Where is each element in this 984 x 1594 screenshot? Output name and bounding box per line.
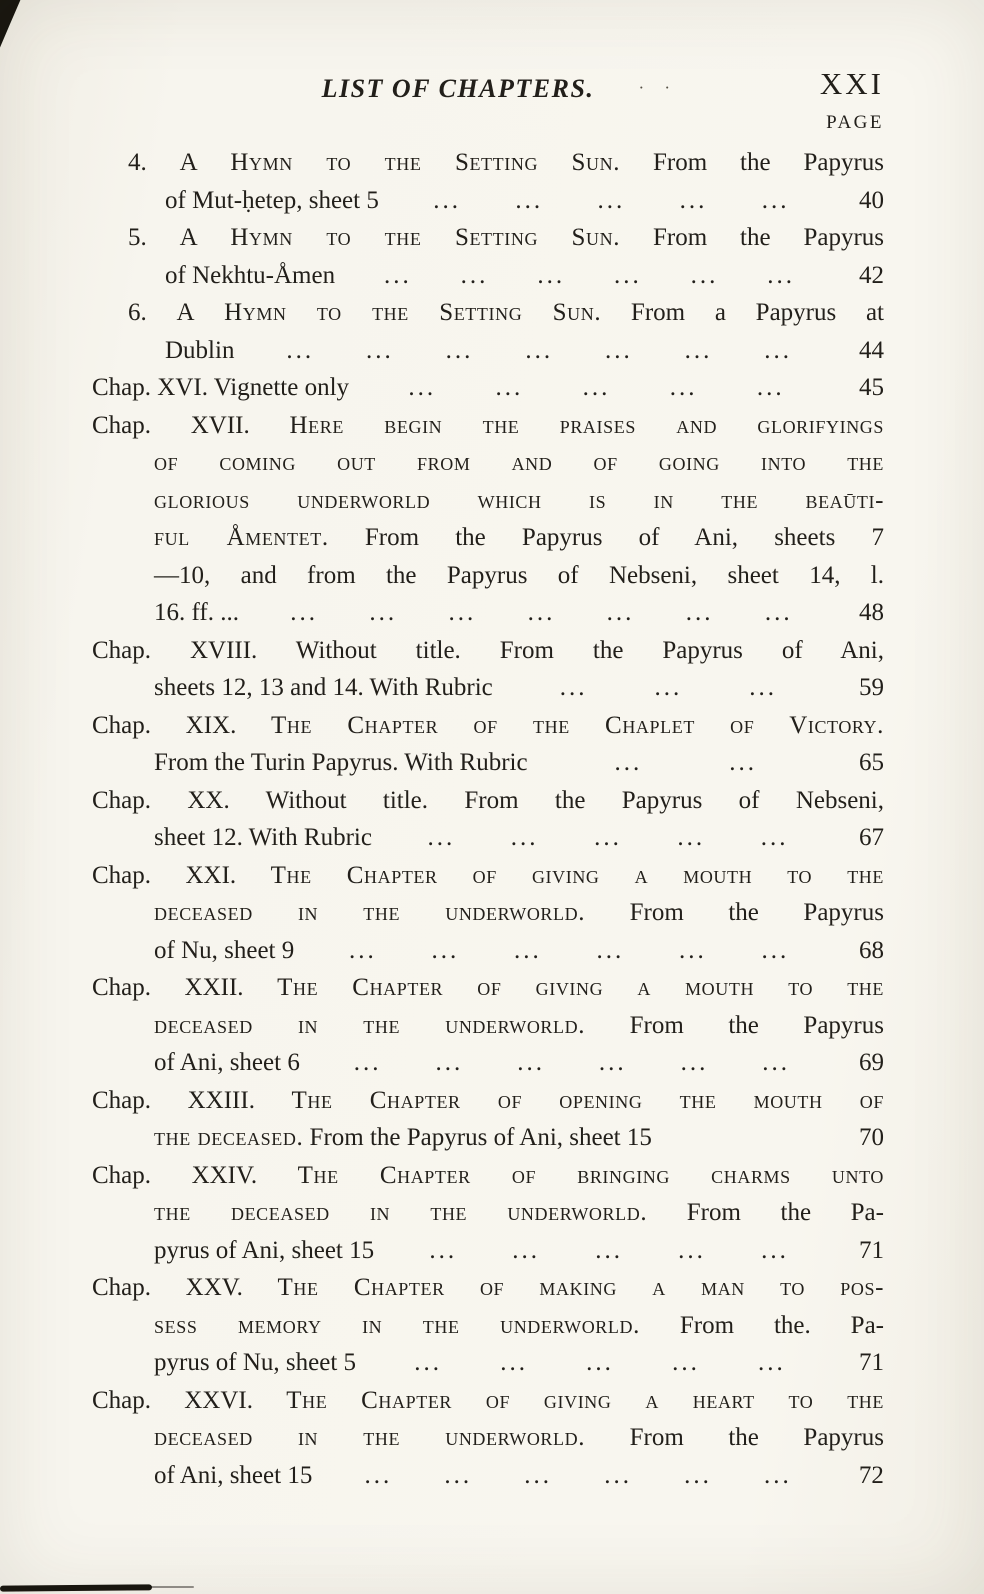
dot-leader: ... <box>677 824 706 851</box>
toc-text-segment: From the Papyrus <box>620 149 884 176</box>
toc-entry <box>92 219 884 294</box>
dot-leader: ... <box>514 936 542 964</box>
toc-text-segment: From the Papyrus of Ani, sheet 15 <box>303 1124 652 1151</box>
toc-text <box>154 1012 884 1039</box>
dot-leader: ... <box>364 1461 393 1489</box>
toc-line <box>92 1119 884 1157</box>
dot-leader: ... <box>433 186 461 214</box>
toc-entry <box>92 1269 884 1382</box>
toc-text-segment: Chap. XX. Without title. From the Papyrus of Nebseni, <box>92 786 884 814</box>
toc-line <box>92 632 884 670</box>
dot-leader: ... <box>525 336 554 364</box>
toc-text-segment: The Chapter of giving a mouth to the <box>270 861 884 889</box>
dot-leader: ... <box>672 1349 700 1376</box>
toc-text-segment: ful Åmentet. <box>154 524 329 551</box>
toc-line <box>92 932 884 970</box>
dot-leader: ... <box>680 1049 709 1076</box>
toc-line <box>92 294 884 332</box>
toc-text-segment: Chap. XXVI. <box>92 1386 287 1414</box>
toc-entry <box>92 632 884 707</box>
page-number: 42 <box>858 261 884 289</box>
dot-leader: ... <box>684 1461 712 1489</box>
dot-leader: ... <box>685 599 714 626</box>
running-title: LIST OF CHAPTERS. <box>321 74 595 103</box>
dot-leader: ... <box>500 1349 528 1376</box>
page-number: 67 <box>858 824 884 851</box>
dot-leader: ... <box>761 1236 789 1264</box>
toc-text <box>92 369 349 407</box>
page-number: 44 <box>858 336 884 364</box>
dot-leader: ... <box>366 336 394 364</box>
toc-text-segment: From the Papyrus <box>585 899 884 926</box>
toc-text <box>154 932 294 970</box>
dot-leader: ... <box>767 261 796 289</box>
toc-line <box>92 219 884 257</box>
dot-leader: ... <box>761 186 790 214</box>
dot-leader: ... <box>597 186 626 214</box>
page-number: 48 <box>858 599 884 626</box>
toc-text-segment: of Nekhtu-Åmen <box>165 261 336 289</box>
dot-leader: ... <box>606 599 635 626</box>
dot-leader: ... <box>604 336 633 364</box>
dot-leader: ... <box>290 599 319 626</box>
toc-text-segment: sess memory in the underworld. <box>154 1311 640 1339</box>
toc-text <box>154 744 528 782</box>
toc-line <box>92 1457 884 1495</box>
toc-text <box>154 899 884 926</box>
toc-line <box>92 444 884 482</box>
dot-leader: ... <box>429 1236 458 1264</box>
dot-leader: ... <box>678 1236 706 1264</box>
toc-text-segment: Chap. XVI. Vignette only <box>92 374 350 401</box>
dot-leader: ... <box>427 824 456 851</box>
toc-text-segment: pyrus of Nu, sheet 5 <box>154 1349 357 1376</box>
toc-line <box>92 1007 884 1045</box>
toc-text-segment: The Chapter of giving a heart to the <box>286 1386 884 1414</box>
toc-text <box>128 149 884 176</box>
toc-text-segment: From a Papyrus at <box>601 299 884 326</box>
toc-text-segment: A Hymn to the Setting Sun. <box>176 299 602 326</box>
toc-entry <box>92 857 884 970</box>
toc-entry <box>92 782 884 857</box>
page-number: 40 <box>858 186 884 214</box>
toc-text-segment: Chap. XIX. <box>92 711 272 739</box>
page-number: 65 <box>858 749 884 776</box>
dot-leader: ... <box>679 186 708 214</box>
toc-text <box>154 1457 312 1495</box>
toc-line <box>92 744 884 782</box>
toc-text <box>154 524 884 551</box>
dot-leader: ... <box>408 374 437 401</box>
toc-text-segment: Chap. XXIV. <box>92 1161 298 1189</box>
dot-leader: ... <box>369 599 398 626</box>
toc-line <box>92 1232 884 1270</box>
dot-leader: ... <box>760 824 789 851</box>
toc-text-segment: From the Papyrus <box>585 1011 884 1039</box>
toc-entry <box>92 144 884 219</box>
dot-leader: ... <box>512 1236 540 1264</box>
toc-text <box>154 594 239 632</box>
toc-text-segment: of Ani, sheet 6 <box>154 1049 300 1076</box>
toc-line <box>92 557 884 595</box>
toc-line <box>92 1382 884 1420</box>
toc-text-segment: The Chapter of the Chaplet of Victory. <box>271 711 884 739</box>
dot-leader: ... <box>515 186 544 214</box>
toc-text-segment: glorious underworld which is in the beaūti- <box>154 486 884 514</box>
page-column-label-row <box>92 112 884 144</box>
dot-leader: ... <box>762 1049 791 1076</box>
dot-leader: ... <box>582 374 611 401</box>
toc-text <box>154 1232 374 1270</box>
toc-entry <box>92 707 884 782</box>
scan-artifact-bottom-smudge <box>148 1586 194 1588</box>
toc-text-segment: A Hymn to the Setting Sun. <box>179 149 621 176</box>
toc-line <box>92 969 884 1007</box>
toc-entry <box>92 407 884 632</box>
toc-text-segment: sheets 12, 13 and 14. With Rubric <box>154 674 493 701</box>
toc-text <box>92 1274 884 1301</box>
dot-leader: ... <box>586 1349 614 1376</box>
dot-leader: ... <box>684 336 713 364</box>
toc-text-segment: of Nu, sheet 9 <box>154 936 295 964</box>
toc-text <box>92 412 884 439</box>
dot-leader: ... <box>460 261 489 289</box>
dot-leader: ... <box>764 599 793 626</box>
chapter-list <box>92 144 884 1494</box>
toc-text <box>154 1044 300 1082</box>
toc-line <box>92 182 884 220</box>
toc-text <box>128 299 884 326</box>
toc-text-segment: 16. ff. ... <box>154 599 239 626</box>
dot-leader: ... <box>761 936 790 964</box>
toc-line <box>92 519 884 557</box>
toc-text <box>92 712 884 739</box>
toc-text <box>92 1387 884 1414</box>
toc-line <box>92 1419 884 1457</box>
page-number: 69 <box>859 1049 884 1076</box>
toc-text-segment: deceased in the underworld. <box>154 899 586 926</box>
toc-line <box>92 894 884 932</box>
toc-text-segment: Chap. XVII. <box>92 411 290 439</box>
toc-line <box>92 782 884 820</box>
toc-text <box>154 1344 356 1382</box>
toc-text-segment: The Chapter of opening the mouth of <box>291 1086 884 1114</box>
toc-text-segment: 6. <box>128 299 177 326</box>
toc-text <box>154 562 884 589</box>
toc-text-segment: deceased in the underworld. <box>154 1011 586 1039</box>
toc-text-segment: 5. <box>128 224 180 251</box>
dot-leader: ... <box>537 261 566 289</box>
dot-leader: ... <box>517 1049 545 1076</box>
toc-text <box>128 224 884 251</box>
toc-text-segment: From the Pa- <box>647 1199 884 1226</box>
toc-text-segment: A Hymn to the Setting Sun. <box>179 224 621 251</box>
toc-text <box>154 819 372 857</box>
dot-leader: ... <box>510 824 539 851</box>
toc-text-segment: From the Turin Papyrus. With Rubric <box>154 749 528 776</box>
dot-leader: ... <box>598 1049 627 1076</box>
page-number: 70 <box>859 1124 884 1151</box>
toc-text-segment: The Chapter of bringing charms unto <box>297 1161 884 1189</box>
toc-text-segment: the deceased in the underworld. <box>154 1199 648 1226</box>
toc-line <box>92 857 884 895</box>
toc-text <box>92 1087 884 1114</box>
toc-text <box>154 669 493 707</box>
dot-leader: ... <box>729 749 757 776</box>
dot-leader: ... <box>679 936 707 964</box>
toc-entry <box>92 1157 884 1270</box>
toc-text-segment: Here begin the praises and glorifyings <box>289 411 885 439</box>
toc-line <box>92 1194 884 1232</box>
toc-text <box>92 974 884 1001</box>
toc-line <box>92 1307 884 1345</box>
toc-text-segment: of Mut-ḥetep, sheet 5 <box>165 186 379 214</box>
title-separator-mark: · · <box>638 78 679 97</box>
page-number: 71 <box>858 1349 884 1376</box>
dot-leader: ... <box>524 1461 553 1489</box>
dot-leader: ... <box>353 1049 382 1076</box>
toc-text <box>92 637 884 664</box>
dot-leader: ... <box>690 261 719 289</box>
toc-line <box>92 707 884 745</box>
toc-text-segment: Chap. XVIII. Without title. From the Papyrus of Ani, <box>92 636 884 664</box>
toc-text <box>165 332 234 370</box>
page-number: 68 <box>859 936 884 964</box>
toc-line <box>92 1269 884 1307</box>
toc-text-segment: Chap. XXV. <box>92 1274 278 1301</box>
dot-leader: ... <box>444 1461 473 1489</box>
toc-line <box>92 482 884 520</box>
toc-text-segment: deceased in the underworld. <box>154 1424 586 1451</box>
toc-line <box>92 594 884 632</box>
toc-line <box>92 332 884 370</box>
toc-text <box>92 862 884 889</box>
toc-text <box>165 182 379 220</box>
toc-text-segment: Chap. XXII. <box>92 974 278 1001</box>
toc-text <box>92 1162 884 1189</box>
toc-line <box>92 1344 884 1382</box>
toc-text <box>154 1312 884 1339</box>
scan-artifact-top-left <box>0 0 24 50</box>
toc-text-segment: The Chapter of giving a mouth to the <box>277 974 884 1001</box>
toc-text <box>165 257 335 295</box>
toc-text-segment: sheet 12. With Rubric <box>154 824 372 851</box>
toc-entry <box>92 969 884 1082</box>
dot-leader: ... <box>286 336 315 364</box>
toc-text-segment: From the. Pa- <box>639 1311 884 1339</box>
scan-artifact-bottom-left <box>0 1584 152 1591</box>
toc-text <box>154 449 884 476</box>
toc-text-segment: the deceased. <box>154 1124 304 1151</box>
dot-leader: ... <box>595 1236 623 1264</box>
toc-text <box>154 1424 884 1451</box>
toc-entry <box>92 1082 884 1157</box>
toc-text-segment: Chap. XXIII. <box>92 1086 292 1114</box>
toc-text-segment: From the Papyrus of Ani, sheets 7 <box>328 524 884 551</box>
page-number: 72 <box>858 1461 884 1489</box>
toc-line <box>92 1157 884 1195</box>
dot-leader: ... <box>764 336 793 364</box>
dot-leader: ... <box>559 674 588 701</box>
toc-line <box>92 1044 884 1082</box>
toc-line <box>92 669 884 707</box>
dot-leader: ... <box>431 936 460 964</box>
dot-leader: ... <box>613 261 642 289</box>
dot-leader: ... <box>749 674 777 701</box>
toc-text-segment: From the Papyrus <box>585 1424 884 1451</box>
toc-entry <box>92 294 884 369</box>
dot-leader: ... <box>594 824 622 851</box>
dot-leader: ... <box>445 336 474 364</box>
dot-leader: ... <box>614 749 643 776</box>
toc-text-segment: 4. <box>128 149 180 176</box>
dot-leader: ... <box>435 1049 464 1076</box>
toc-text <box>154 1199 884 1226</box>
dot-leader: ... <box>495 374 524 401</box>
dot-leader: ... <box>604 1461 632 1489</box>
dot-leader: ... <box>669 374 698 401</box>
page-header <box>92 66 884 112</box>
toc-line <box>92 144 884 182</box>
page-number: 71 <box>859 1236 884 1264</box>
dot-leader: ... <box>349 936 377 964</box>
toc-line <box>92 407 884 445</box>
dot-leader: ... <box>448 599 477 626</box>
page-number: 59 <box>858 674 884 701</box>
toc-line <box>92 257 884 295</box>
toc-entry <box>92 369 884 407</box>
toc-text-segment: From the Papyrus <box>620 224 884 251</box>
toc-text-segment: Chap. XXI. <box>92 861 271 889</box>
dot-leader: ... <box>384 261 412 289</box>
dot-leader: ... <box>756 374 785 401</box>
toc-text-segment: of coming out from and of going into the <box>154 449 884 476</box>
toc-text-segment: The Chapter of making a man to pos- <box>277 1274 885 1301</box>
page-number: 45 <box>858 374 884 401</box>
dot-leader: ... <box>764 1461 792 1489</box>
folio-number: XXI <box>819 66 884 101</box>
dot-leader: ... <box>654 674 683 701</box>
toc-text <box>154 1119 652 1157</box>
page-column-label: PAGE <box>826 112 884 133</box>
toc-text <box>92 787 884 814</box>
dot-leader: ... <box>527 599 556 626</box>
toc-line <box>92 819 884 857</box>
toc-text-segment: Dublin <box>165 336 235 364</box>
dot-leader: ... <box>596 936 625 964</box>
dot-leader: ... <box>414 1349 442 1376</box>
toc-entry <box>92 1382 884 1495</box>
dot-leader: ... <box>758 1349 786 1376</box>
toc-line <box>92 1082 884 1120</box>
toc-text-segment: of Ani, sheet 15 <box>154 1461 313 1489</box>
toc-text-segment: —10, and from the Papyrus of Nebseni, sheet 14, l. <box>154 561 884 589</box>
toc-text <box>154 487 884 514</box>
toc-line <box>92 369 884 407</box>
toc-text-segment: pyrus of Ani, sheet 15 <box>154 1236 375 1264</box>
